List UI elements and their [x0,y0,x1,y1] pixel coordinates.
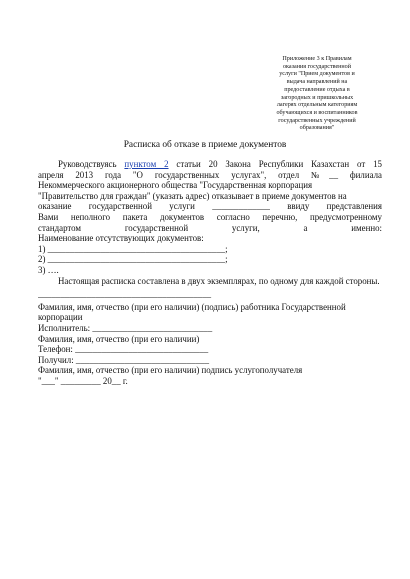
missing-docs-header: Наименование отсутствующих документов: [38,233,204,244]
document-body [38,159,382,386]
missing-doc-item: 2) ________________________________________; [38,254,228,265]
appendix-line: загородных и пришкольных [280,94,354,101]
appendix-line: услуги "Прием документов и [279,71,355,78]
executor-line: Исполнитель: ___________________________ [38,322,213,333]
paragraph-line-7: стандартом государственной услуги, а именно: [38,222,382,233]
appendix-line: Приложение 3 к Правилам [282,56,352,62]
recipient-caption: Фамилия, имя, отчество (при его наличии) подпись услугополучателя [38,365,303,376]
paragraph-text: Руководствуясь [58,159,125,169]
appendix-line: оказания государственной [282,63,351,70]
paragraph-line-3: Некоммерческого акционерного общества "Государственная корпорация [38,180,313,191]
received-line: Получил: ______________________________ [38,354,210,365]
executor-caption: Фамилия, имя, отчество (при его наличии) [38,333,200,344]
signature-line: _______________________________________ [38,289,212,300]
copies-note: Настоящая расписка составлена в двух экземплярах, по одному для каждой стороны. [58,275,380,286]
document-title: Расписка об отказе в приеме документов [123,140,287,150]
paragraph-line-1 [38,159,382,170]
appendix-line: выдача направлений на [286,79,348,86]
phone-line: Телефон: ______________________________ [38,344,209,355]
paragraph-text: статьи 20 Закона Республики Казахстан от 15 [168,159,382,169]
appendix-line: государственных учреждений [278,117,356,124]
missing-doc-item: 3) …. [38,264,59,275]
paragraph-line-4: "Правительство для граждан" (указать адрес) отказывает в приеме документов на [38,190,347,201]
paragraph-line-6: Вами неполного пакета документов согласно перечню, предусмотренному [38,211,382,222]
appendix-line: обучающихся и воспитанников [276,109,358,116]
appendix-line: лагерях отдельным категориям [276,102,358,109]
law-point-link[interactable]: пунктом 2 [124,159,169,169]
employee-caption: Фамилия, имя, отчество (при его наличии) (подпись) работника Государственной корпорации [38,301,346,323]
appendix-line: образования" [299,125,335,132]
paragraph-line-2: апреля 2013 года "О государственных услугах", отдел №__ филиала [38,169,382,180]
missing-doc-item: 1) ________________________________________; [38,243,228,254]
appendix-line: предоставление отдыха в [284,86,350,93]
paragraph-line-5: оказание государственной услуги _____________ ввиду представления [38,201,382,212]
date-line: "___" _________ 20__ г. [38,375,128,386]
appendix-note [262,56,372,133]
